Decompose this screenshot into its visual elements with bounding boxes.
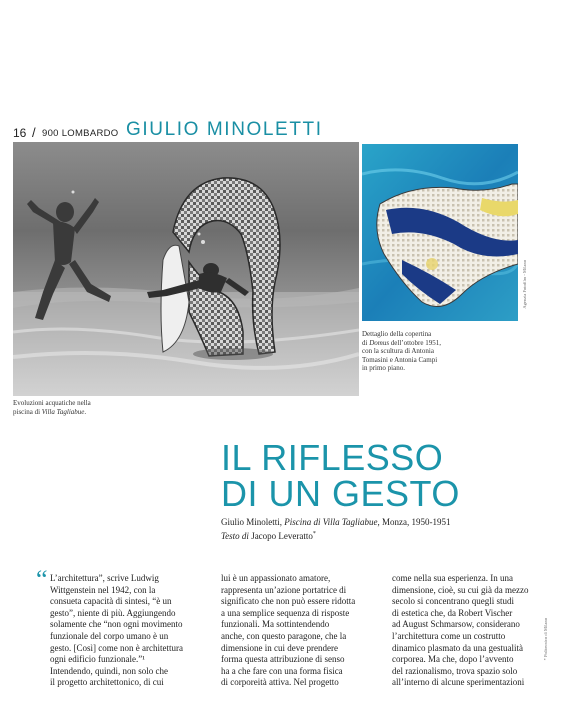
byline-note: * <box>312 530 316 537</box>
side-caption-italic: Domus <box>369 338 390 347</box>
body-column-1 <box>36 565 200 689</box>
byline-work-title: Piscina di Villa Tagliabue <box>284 517 378 527</box>
body-line: corporea. Ma che, dopo l’avvento <box>392 654 514 665</box>
body-line: Wittgenstein nel 1942, con la <box>50 584 156 595</box>
body-line: di corporeità attiva. Nel progetto <box>221 677 339 688</box>
body-line: a una semplice sequenza di risposte <box>221 607 350 618</box>
body-line: gesto”, niente di più. Aggiungendo <box>50 607 176 618</box>
section-name: 900 LOMBARDO <box>42 128 119 139</box>
side-photo-caption <box>362 330 482 373</box>
body-line: di estetica che, da Robert Vischer <box>392 607 513 618</box>
main-caption-prefix: piscina di <box>13 407 42 416</box>
side-caption-prefix: di <box>362 338 370 347</box>
page-number: 16 <box>13 126 27 140</box>
headline-line2: DI UN GESTO <box>221 473 460 514</box>
byline-text-label: Testo di <box>221 530 252 541</box>
body-line: del razionalismo, trova spazio solo <box>392 665 518 676</box>
body-line: il progetto architettonico, di cui <box>50 677 164 688</box>
body-line: Intendendo, quindi, non solo che <box>50 665 168 676</box>
body-column-3 <box>392 573 540 689</box>
affiliation-note: * Politecnico di Milano <box>543 618 548 661</box>
body-line: anche, con questo paragone, che la <box>221 630 347 641</box>
main-caption-suffix: . <box>84 407 87 416</box>
body-line: l’architettura come un costrutto <box>392 630 506 641</box>
main-caption-italic: Villa Tagliabue <box>41 407 85 416</box>
side-caption-line1: Dettaglio della copertina <box>362 330 432 338</box>
body-line: solamente che “non ogni movimento <box>50 619 183 630</box>
body-line: funzionali. Ma sottintendendo <box>221 619 330 630</box>
byline <box>221 517 521 542</box>
body-line: secolo si concentrano quegli studi <box>392 596 514 607</box>
header-slash: / <box>32 125 36 140</box>
side-caption-line3: con la scultura di Antonia <box>362 347 434 356</box>
underwater-photo <box>13 142 359 396</box>
side-caption-line5: in primo piano. <box>362 364 405 373</box>
column-2-lines <box>221 573 366 689</box>
body-line: funzionale del corpo umano è un <box>50 630 169 641</box>
body-line: L’architettura”, scrive Ludwig <box>50 573 159 583</box>
body-line: consueta capacità di sintesi, “è un <box>50 596 172 607</box>
column-3-lines <box>392 573 540 689</box>
side-caption-line2 <box>362 339 482 348</box>
body-line: dinamico plasmato da una gestualità <box>392 642 523 653</box>
photo-credit: Agenzia Fotofilm - Milano <box>522 260 527 309</box>
main-caption-line1: Evoluzioni acquatiche nella <box>13 399 91 407</box>
body-line: significato che non può essere ridotta <box>221 596 356 607</box>
byline-writer: Jacopo Leveratto <box>251 530 313 541</box>
main-caption-line2 <box>13 408 123 417</box>
running-title: GIULIO MINOLETTI <box>126 119 323 140</box>
headline-line1: IL RIFLESSO <box>221 437 444 478</box>
main-photo-caption <box>13 399 123 416</box>
column-1-lines <box>50 573 200 689</box>
body-line: gesto. [Così] come non è architettura <box>50 642 183 653</box>
body-line: forma questa attribuzione di senso <box>221 654 345 665</box>
quote-mark: “ <box>36 565 48 594</box>
byline-place-date: , Monza, 1950-1951 <box>377 517 451 527</box>
byline-text <box>221 529 521 543</box>
body-line: come nella sua esperienza. In una <box>392 573 513 583</box>
body-column-2 <box>221 573 366 689</box>
body-line: dimensione, cioè, su cui già da mezzo <box>392 584 529 595</box>
body-line: all’interno di alcune sperimentazioni <box>392 677 525 688</box>
body-line: ha a che fare con una forma fisica <box>221 665 343 676</box>
byline-author: Giulio Minoletti, <box>221 517 285 527</box>
body-line: ogni edificio funzionale.”¹ <box>50 654 145 665</box>
body-line: ad August Schmarsow, considerano <box>392 619 520 630</box>
body-line: dimensione in cui deve prendere <box>221 642 338 653</box>
byline-work <box>221 517 521 529</box>
side-caption-line4: Tomasini e Antonia Campi <box>362 355 438 364</box>
side-caption-suffix: dell’ottobre 1951, <box>389 338 441 347</box>
domus-cover-photo <box>362 144 518 321</box>
body-line: rappresenta un’azione portatrice di <box>221 584 347 595</box>
body-line: lui è un appassionato amatore, <box>221 573 331 583</box>
